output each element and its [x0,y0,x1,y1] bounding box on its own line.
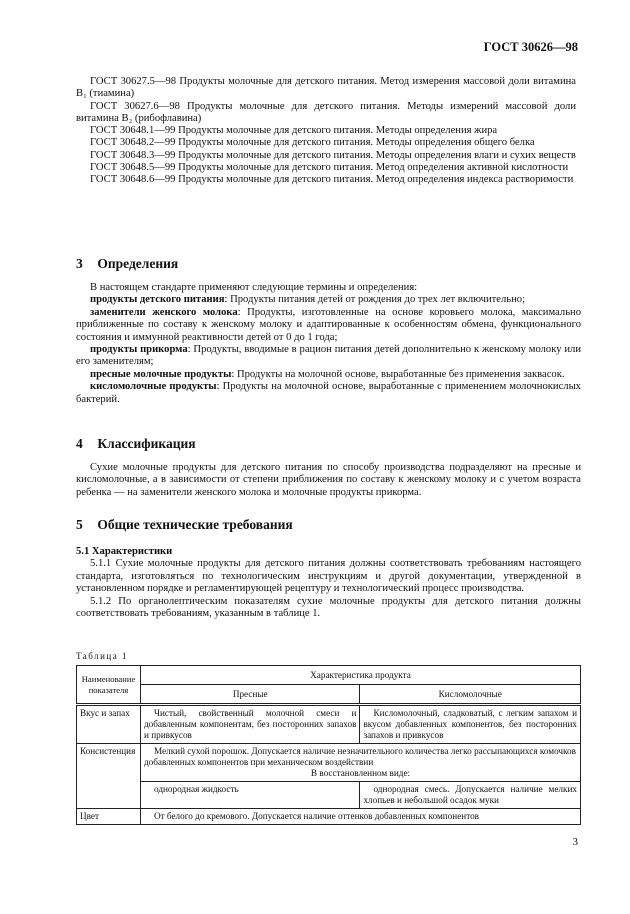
definition-item [76,369,581,381]
table-caption: Таблица 1 [76,651,128,661]
term-definition: : Продукты на молочной основе, выработанные с применением молочнокислых бактерий. [76,381,581,405]
table-cell [140,744,580,782]
table-cell: От белого до кремового. Допускается наличие оттенков добавленных компонентов [140,809,580,825]
definition-item [76,294,581,306]
term: продукты детского питания [90,294,225,306]
table-subheader-row [77,685,581,705]
requirements-block [76,546,581,620]
term-definition: : Продукты на молочной основе, выработанные без применения заквасок. [231,368,565,380]
section-title: Классификация [97,436,196,451]
section-title: Общие технические требования [97,517,293,532]
reference-item: ГОСТ 30648.2—99 Продукты молочные для детского питания. Методы определения общего белка [90,137,535,149]
section-number: 3 [76,256,83,271]
table-header-row [77,666,581,685]
table-cell: однородная жидкость [140,782,359,809]
reference-item: ГОСТ 30648.3—99 Продукты молочные для детского питания. Методы определения влаги и сухих веществ [90,149,576,161]
term-definition: : Продукты, вводимые в рацион питания детей дополнительно к женскому молоку или его заменителям; [76,344,582,368]
classification-block [76,462,581,499]
section-number: 5 [76,517,83,532]
table-cell: Вкус и запах [77,705,141,744]
section-title: Определения [97,256,179,271]
reference-item: ГОСТ 30627.5—98 Продукты молочные для детского питания. Метод измерения массовой доли витамина В₁ (тиамина) [76,76,576,100]
subsection-heading: 5.1 Характеристики [76,546,173,557]
table-cell: Кисломолочный, сладковатый, с легким запахом и вкусом добавленных компонентов, без посторонних запахов и привкусов [360,705,581,744]
definition-item [76,307,581,344]
classification-text: Сухие молочные продукты для детского питания по способу производства подразделяют на пресные и кисломолочные, а в зависимости от степени приближения по составу к женскому молоку и с учетом возраста ребенка — на заменители женского молока и молочные продукты прикорма. [76,462,581,498]
standard-header: ГОСТ 30626—98 [483,40,578,54]
table-row [77,744,581,782]
section-3-heading [76,256,178,272]
term: продукты прикорма [90,344,188,356]
table-cell: Цвет [77,809,141,825]
reference-item: ГОСТ 30648.5—99 Продукты молочные для детского питания. Метод определения активной кислотности [90,162,569,174]
section-5-heading [76,517,293,533]
paragraph-5-1-1: 5.1.1 Сухие молочные продукты для детского питания должны соответствовать требованиям настоящего стандарта, изготовляться по технологическим инструкциям и другой документации, утвержденной в установленном порядке и регламентирующей рецептуру и технологический процесс производства. [76,558,581,595]
column-header: Наименование показателя [77,666,141,705]
term: заменители женского молока [90,306,238,318]
definition-item [76,381,581,406]
term-definition: : Продукты питания детей от рождения до трех лет включительно; [224,294,526,306]
table-cell: однородная смесь. Допускается наличие мелких хлопьев и небольшой осадок муки [360,782,581,809]
table-row [77,782,581,809]
definitions-block [76,282,581,406]
table-row [77,705,581,744]
table-row [77,809,581,825]
column-header: Пресные [140,685,359,705]
page-number: 3 [572,836,578,848]
section-number: 4 [76,436,83,451]
table-cell: Консистенция [77,744,141,809]
paragraph-5-1-2: 5.1.2 По органолептическим показателям сухие молочные продукты для детского питания должны соответствовать требованиям, указанным в таблице 1. [76,595,581,620]
restored-label: В восстановленном виде: [310,768,411,778]
column-header: Кисломолочные [360,685,581,705]
term-definition: : Продукты, изготовленные на основе коровьего молока, максимально приближенные по составу к женскому молоку и адаптированные к особенностям обмена, функционального состояния и иммунной реактивности детей от 0 до 1 года; [76,306,581,343]
reference-item: ГОСТ 30648.6—99 Продукты молочные для детского питания. Метод определения индекса растворимости [90,174,574,186]
reference-item: ГОСТ 30627.6—98 Продукты молочные для детского питания. Методы измерений массовой доли витамина В₂ (рибофлавина) [76,100,576,124]
term: кисломолочные продукты [90,381,217,393]
reference-list [76,76,576,187]
column-group-header: Характеристика продукта [140,666,580,685]
table-cell: Чистый, свойственный молочной смеси и добавленным компонентам, без посторонних запахов и привкусов [140,705,359,744]
term: пресные молочные продукты [90,368,232,380]
definitions-intro: В настоящем стандарте применяют следующие термины и определения: [90,282,418,293]
consistency-common: Мелкий сухой порошок. Допускается наличие незначительного количества легко рассыпающихся комочков добавленных компонентов при механическом воздействии [143,746,576,767]
definition-item [76,344,581,369]
reference-item: ГОСТ 30648.1—99 Продукты молочные для детского питания. Методы определения жира [90,125,498,137]
organoleptic-table [76,665,581,825]
section-4-heading [76,436,196,452]
